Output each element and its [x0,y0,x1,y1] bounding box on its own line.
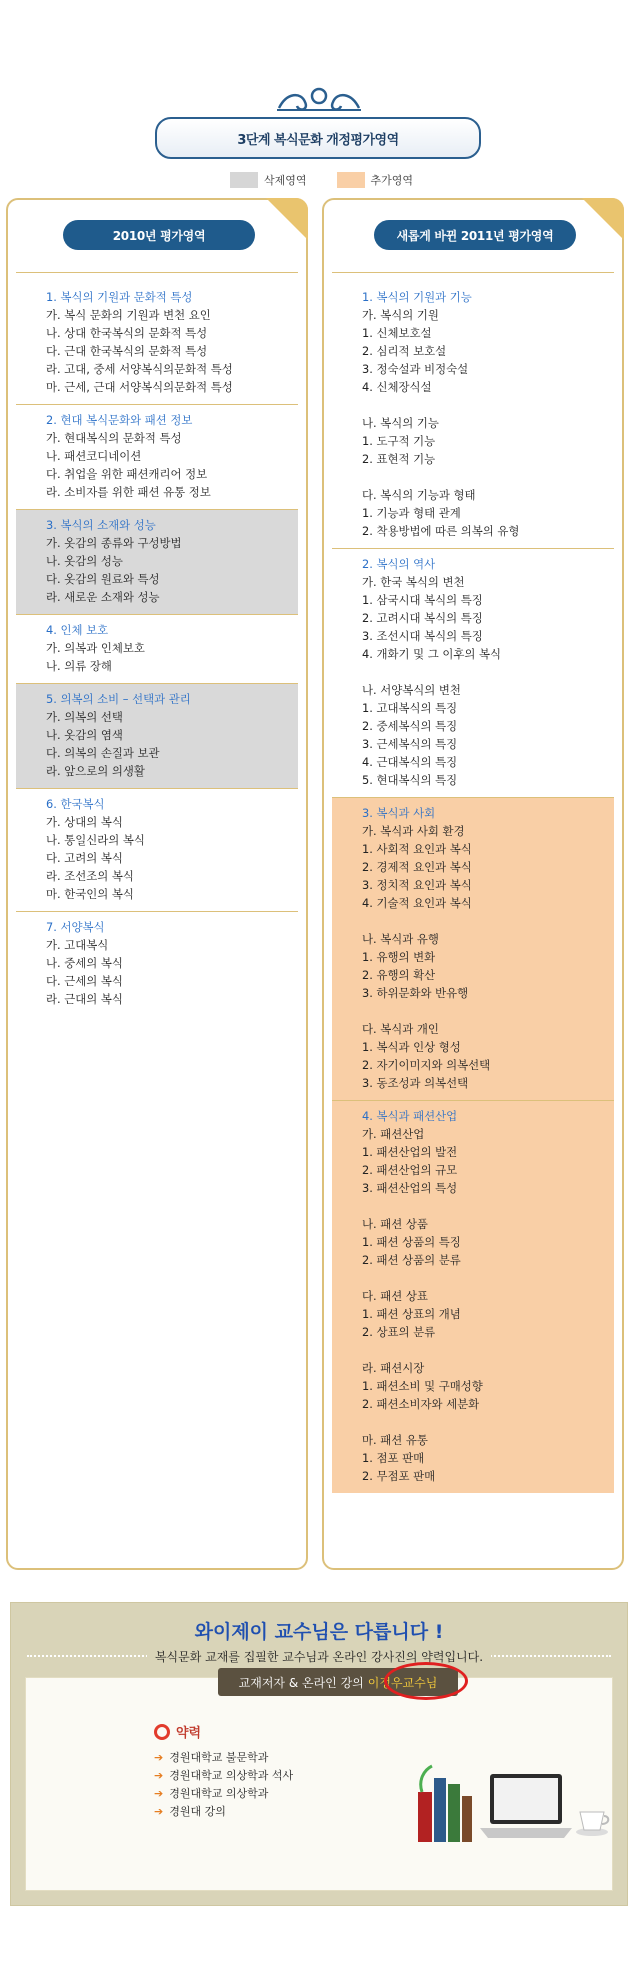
section-line: 가. 의복의 선택 [46,710,123,724]
section-line: 가. 한국 복식의 변천 [362,575,465,589]
spacer [362,663,614,681]
column-title: 2010년 평가영역 [63,220,255,250]
section-line: 나. 중세의 복식 [46,956,123,970]
career-item [154,1785,293,1803]
career-item [154,1749,293,1767]
arrow-icon: ➔ [154,1751,164,1764]
corner-fold [582,198,624,240]
spacer [362,1341,614,1359]
coffee-cup-icon [572,1798,612,1838]
career-heading-text: 약력 [176,1726,202,1741]
professor-name: 이정우교수님 [367,1675,438,1690]
section-line: 다. 근세의 복식 [46,974,123,988]
section-line: 나. 옷감의 성능 [46,554,123,568]
section-line: 1. 유행의 변화 [362,950,436,964]
section-heading: 1. 복식의 기원과 기능 [362,290,472,304]
section-line: 3. 하위문화와 반유행 [362,986,469,1000]
section-line: 2. 패션산업의 규모 [362,1163,458,1177]
spacer [362,1413,614,1431]
section-line: 1. 패션 상표의 개념 [362,1307,461,1321]
section-heading: 3. 복식과 사회 [362,806,436,820]
section-block [16,789,298,912]
section-line: 나. 의류 장해 [46,659,112,673]
section-block [332,549,614,798]
section-line: 2. 고려시대 복식의 특징 [362,611,483,625]
section-line: 3. 근세복식의 특징 [362,737,458,751]
spacer [362,396,614,414]
section-line: 다. 고려의 복식 [46,851,123,865]
section-heading: 6. 한국복식 [46,797,105,811]
section-heading: 4. 인체 보호 [46,623,109,637]
section-block [332,798,614,1101]
section-line: 4. 기술적 요인과 복식 [362,896,472,910]
banner-subtitle [11,1646,627,1665]
section-line: 다. 근대 한국복식의 문화적 특성 [46,344,208,358]
section-line: 3. 패션산업의 특성 [362,1181,458,1195]
section-line: 1. 삼국시대 복식의 특징 [362,593,483,607]
section-block [16,684,298,789]
section-block [16,282,298,405]
section-line: 가. 옷감의 종류와 구성방법 [46,536,182,550]
section-block [16,510,298,615]
section-line: 1. 점포 판매 [362,1451,425,1465]
career-item-text: 경원대학교 의상학과 [169,1787,269,1800]
section-line: 2. 유행의 확산 [362,968,436,982]
section-line: 2. 심리적 보호설 [362,344,447,358]
section-line: 1. 패션산업의 발전 [362,1145,458,1159]
section-line: 다. 복식과 개인 [362,1022,439,1036]
career-item [154,1803,293,1821]
section-line: 2. 상표의 분류 [362,1325,436,1339]
section-line: 나. 패션 상품 [362,1217,428,1231]
section-heading: 5. 의복의 소비 – 선택과 관리 [46,692,191,706]
section-line: 3. 정숙설과 비정숙설 [362,362,469,376]
section-line: 가. 의복과 인체보호 [46,641,145,655]
section-line: 2. 표현적 기능 [362,452,436,466]
section-line: 가. 패션산업 [362,1127,425,1141]
section-line: 라. 패션시장 [362,1361,425,1375]
career-item [154,1767,293,1785]
career-item-text: 경원대 강의 [169,1805,226,1818]
section-line: 3. 동조성과 의복선택 [362,1076,469,1090]
section-line: 1. 사회적 요인과 복식 [362,842,472,856]
section-line: 나. 패션코디네이션 [46,449,142,463]
section-line: 2. 패션 상품의 분류 [362,1253,461,1267]
books-icon [414,1762,474,1844]
career-item-text: 경원대학교 의상학과 석사 [169,1769,294,1782]
section-line: 나. 옷감의 염색 [46,728,123,742]
career-item-text: 경원대학교 불문학과 [169,1751,269,1764]
section-heading: 4. 복식과 패션산업 [362,1109,458,1123]
section-line: 마. 패션 유통 [362,1433,428,1447]
section-line: 나. 서양복식의 변천 [362,683,461,697]
section-line: 라. 소비자를 위한 패션 유통 정보 [46,485,211,499]
section-line: 라. 고대, 중세 서양복식의문화적 특성 [46,362,233,376]
tag-prefix: 교재저자 & 온라인 강의 [238,1675,364,1690]
legend-label: 삭제영역 [264,174,307,187]
section-line: 3. 조선시대 복식의 특징 [362,629,483,643]
arrow-icon: ➔ [154,1769,164,1782]
section-line: 나. 복식과 유행 [362,932,439,946]
banner-subtitle-text: 복식문화 교재를 집필한 교수님과 온라인 강사진의 약력입니다. [147,1650,491,1664]
spacer [362,912,614,930]
ornament-icon [269,84,369,114]
column-title: 새롭게 바뀐 2011년 평가영역 [374,220,576,250]
section-heading: 2. 현대 복식문화와 패션 정보 [46,413,193,427]
arrow-icon: ➔ [154,1805,164,1818]
section-line: 가. 고대복식 [46,938,109,952]
legend-label: 추가영역 [370,174,414,187]
section-line: 1. 신체보호설 [362,326,432,340]
spacer [362,1197,614,1215]
section-line: 가. 복식 문화의 기원과 변천 요인 [46,308,211,322]
laptop-icon [476,1768,576,1848]
section-heading: 2. 복식의 역사 [362,557,436,571]
section-line: 나. 상대 한국복식의 문화적 특성 [46,326,208,340]
section-line: 라. 근대의 복식 [46,992,123,1006]
career-list [154,1722,293,1821]
arrow-icon: ➔ [154,1787,164,1800]
legend [230,172,443,188]
section-heading: 1. 복식의 기원과 문화적 특성 [46,290,193,304]
legend-swatch [337,172,365,188]
section-line: 5. 현대복식의 특징 [362,773,458,787]
section-line: 나. 통일신라의 복식 [46,833,145,847]
career-heading [154,1722,293,1741]
section-line: 가. 복식의 기원 [362,308,439,322]
legend-swatch [230,172,258,188]
section-block [16,912,298,1016]
legend-item-deleted [230,172,307,188]
section-line: 다. 복식의 기능과 형태 [362,488,476,502]
section-line: 1. 패션소비 및 구매성향 [362,1379,483,1393]
section-line: 1. 복식과 인상 형성 [362,1040,461,1054]
section-line: 1. 패션 상품의 특징 [362,1235,461,1249]
section-block [332,1101,614,1493]
section-line: 1. 도구적 기능 [362,434,436,448]
section-line: 다. 취업을 위한 패션캐리어 정보 [46,467,208,481]
section-line: 2. 자기이미지와 의복선택 [362,1058,491,1072]
section-line: 2. 패션소비자와 세분화 [362,1397,480,1411]
column-2011 [322,198,624,1570]
banner-title: 와이제이 교수님은 다릅니다 ! [194,1621,444,1643]
section-block [332,282,614,549]
section-line: 1. 기능과 형태 관계 [362,506,461,520]
corner-fold [266,198,308,240]
spacer [362,1002,614,1020]
section-line: 다. 의복의 손질과 보관 [46,746,160,760]
section-line: 다. 패션 상표 [362,1289,428,1303]
section-line: 2. 착용방법에 따른 의복의 유형 [362,524,520,538]
spacer [362,1269,614,1287]
section-block [16,615,298,684]
section-line: 2. 경제적 요인과 복식 [362,860,472,874]
banner-content [25,1677,613,1891]
section-line: 라. 새로운 소재와 성능 [46,590,160,604]
divider [16,272,298,273]
divider [332,272,614,273]
section-list [332,282,614,1493]
column-2010 [6,198,308,1570]
page-title: 3단계 복식문화 개정평가영역 [155,117,481,159]
section-line: 가. 현대복식의 문화적 특성 [46,431,182,445]
section-line: 마. 한국인의 복식 [46,887,134,901]
section-line: 2. 무점포 판매 [362,1469,436,1483]
section-line: 4. 근대복식의 특징 [362,755,458,769]
section-line: 다. 옷감의 원료와 특성 [46,572,160,586]
section-line: 3. 정치적 요인과 복식 [362,878,472,892]
spacer [362,468,614,486]
section-heading: 3. 복식의 소재와 성능 [46,518,156,532]
section-line: 4. 개화기 및 그 이후의 복식 [362,647,502,661]
circle-bullet-icon [154,1724,170,1740]
section-line: 가. 복식과 사회 환경 [362,824,465,838]
section-line: 라. 앞으로의 의생활 [46,764,145,778]
section-heading: 7. 서양복식 [46,920,105,934]
section-line: 1. 고대복식의 특징 [362,701,458,715]
section-block [16,405,298,510]
section-line: 2. 중세복식의 특징 [362,719,458,733]
section-line: 나. 복식의 기능 [362,416,439,430]
section-line: 가. 상대의 복식 [46,815,123,829]
section-line: 마. 근세, 근대 서양복식의문화적 특성 [46,380,233,394]
section-line: 라. 조선조의 복식 [46,869,134,883]
section-list [16,282,298,1016]
legend-item-added [337,172,414,188]
section-line: 4. 신체장식설 [362,380,432,394]
professor-banner [10,1602,628,1906]
highlight-circle [384,1662,468,1700]
